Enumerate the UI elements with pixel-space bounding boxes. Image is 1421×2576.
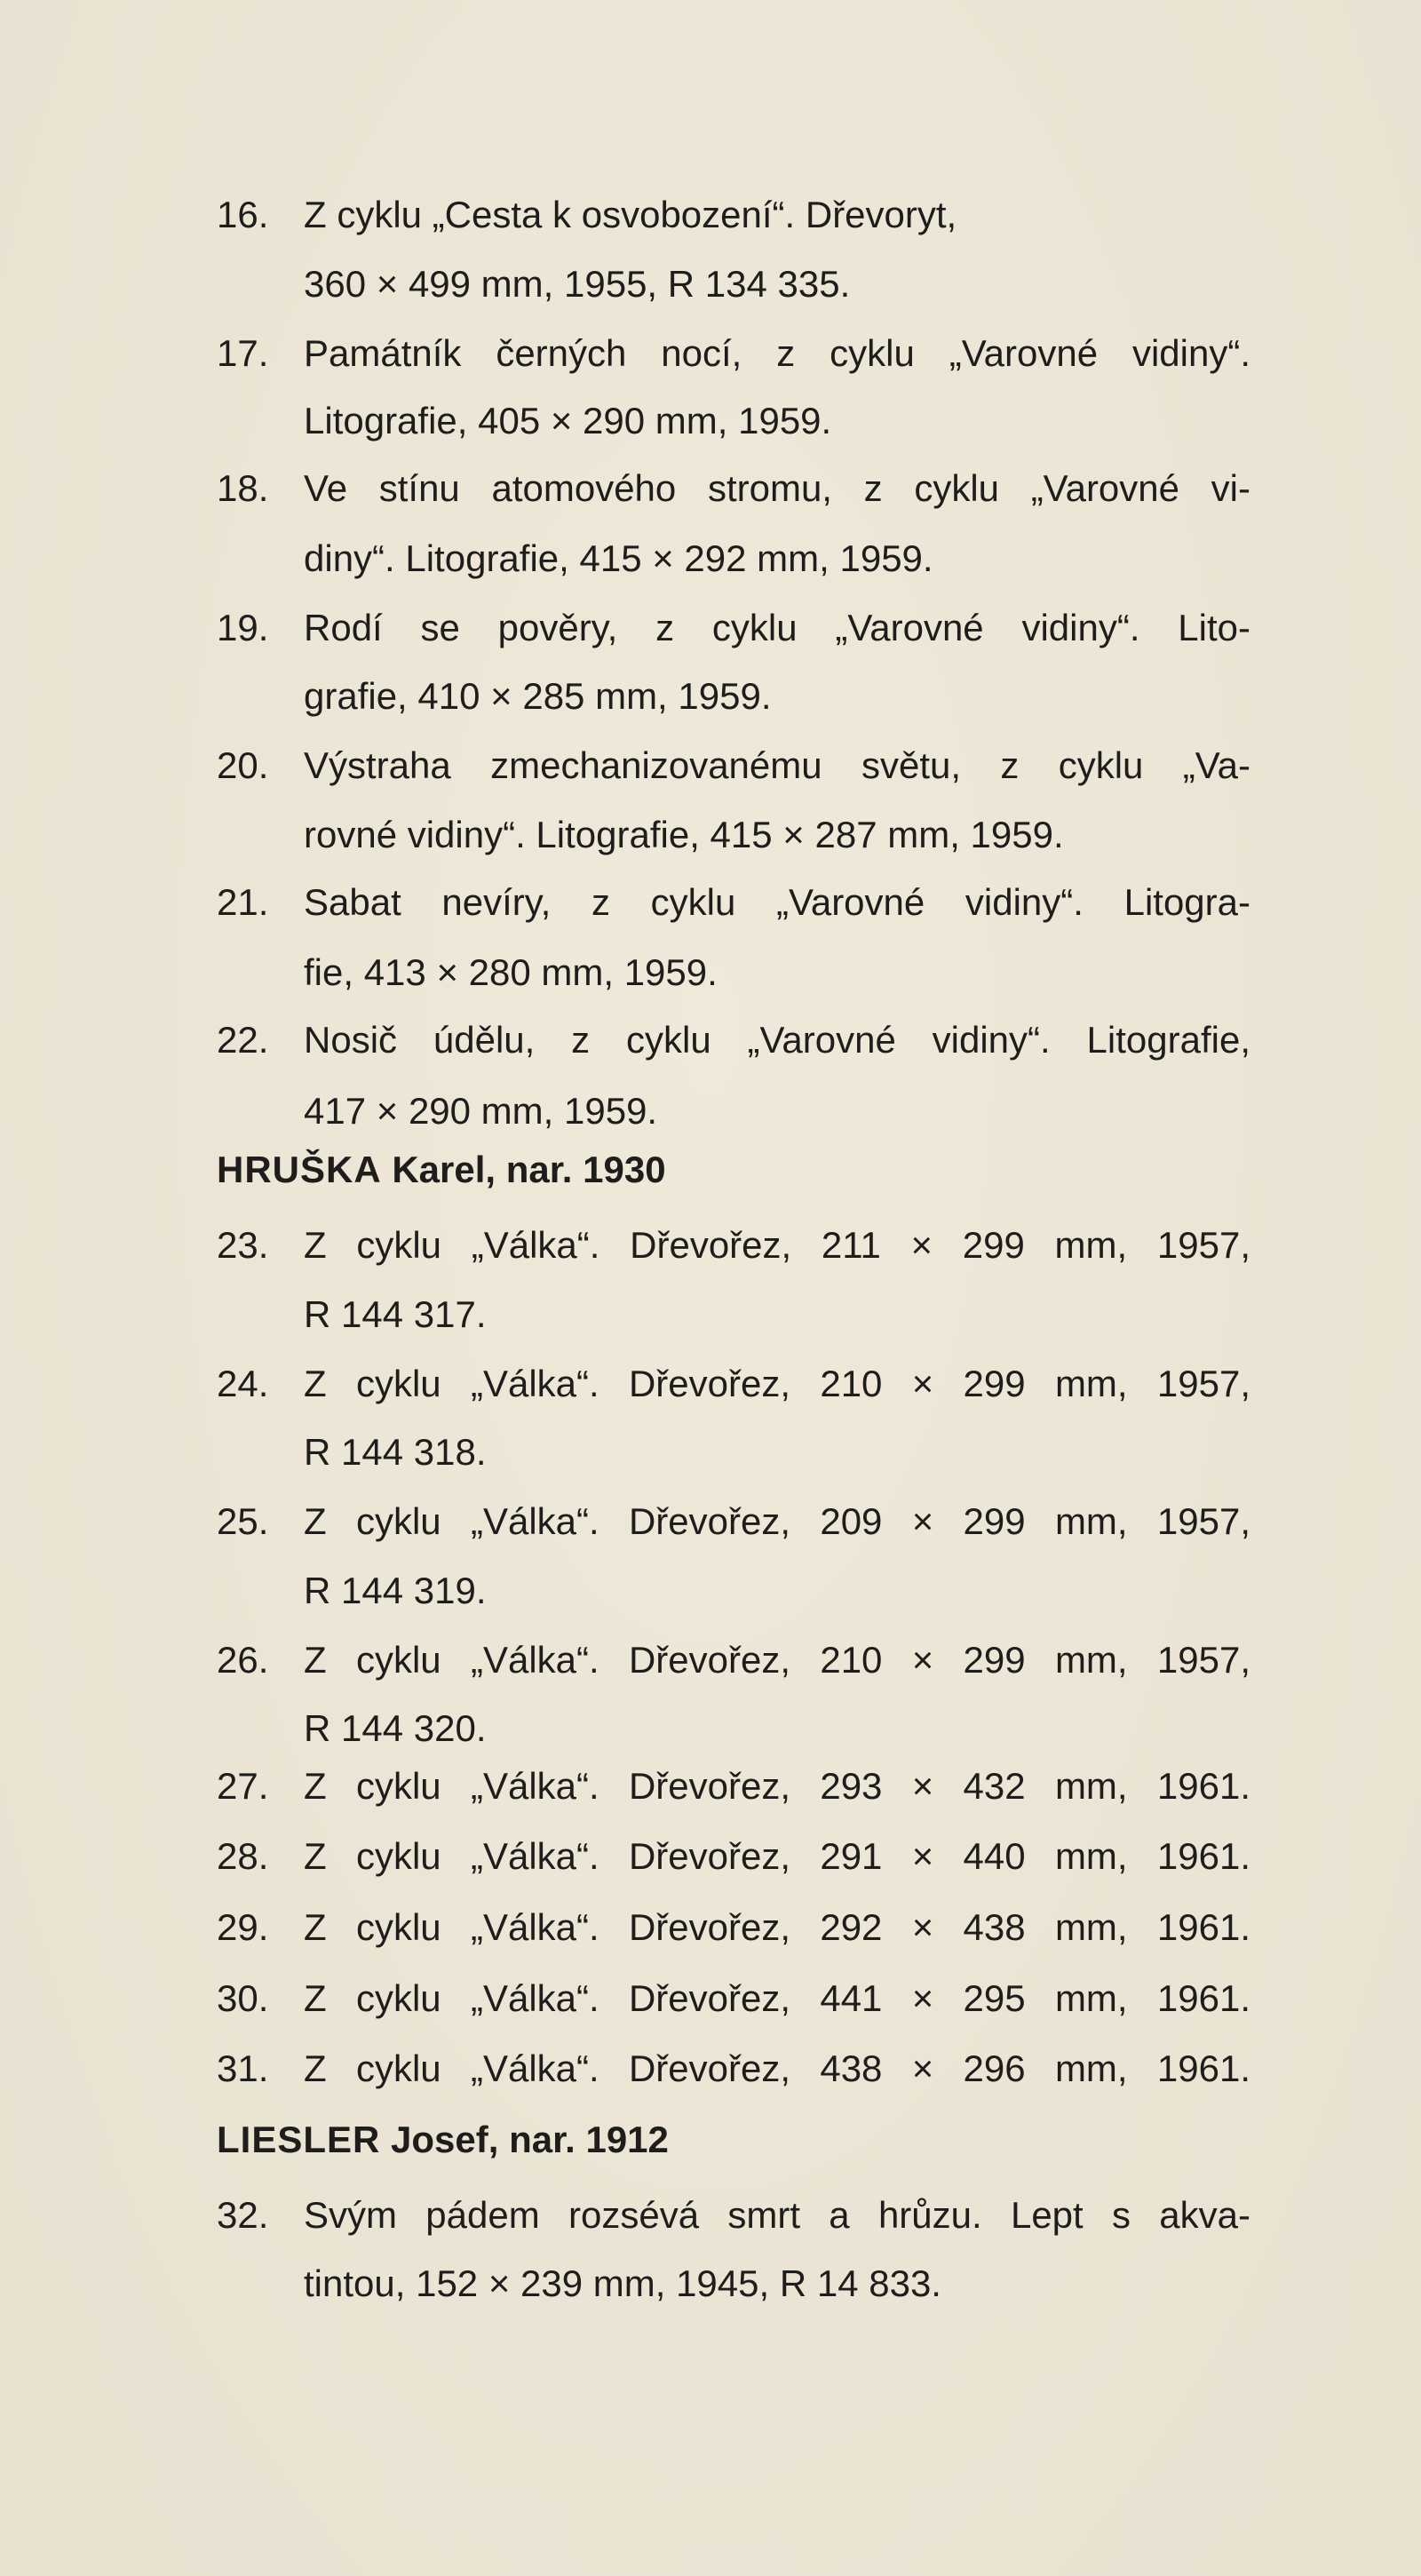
entry-line: R 144 317.: [304, 1293, 487, 1335]
entry-line: grafie, 410 × 285 mm, 1959.: [304, 675, 772, 717]
entry-line: Z cyklu „Válka“. Dřevořez, 293 × 432 mm, 1961.: [304, 1765, 1250, 1807]
entry-line: R 144 318.: [304, 1431, 487, 1473]
entry-number: 32.: [217, 2194, 269, 2236]
entry-line: 360 × 499 mm, 1955, R 134 335.: [304, 263, 851, 305]
entry-line: tintou, 152 × 239 mm, 1945, R 14 833.: [304, 2262, 941, 2304]
entry-line: R 144 320.: [304, 1707, 487, 1749]
entry-number: 21.: [217, 881, 269, 923]
entry-number: 22.: [217, 1019, 269, 1061]
entry-line: rovné vidiny“. Litografie, 415 × 287 mm, 1959.: [304, 814, 1064, 855]
entry-line: Svým pádem rozsévá smrt a hrůzu. Lept s akva-: [304, 2194, 1250, 2236]
entry-line: Z cyklu „Válka“. Dřevořez, 210 × 299 mm, 1957,: [304, 1639, 1250, 1681]
artist-details: Karel, nar. 1930: [392, 1149, 666, 1190]
entry-number: 27.: [217, 1765, 269, 1807]
artist-surname: LIESLER: [217, 2119, 381, 2160]
entry-line: Z cyklu „Válka“. Dřevořez, 210 × 299 mm, 1957,: [304, 1363, 1250, 1404]
artist-heading: [217, 1145, 666, 1195]
entry-line: 417 × 290 mm, 1959.: [304, 1090, 658, 1132]
entry-number: 28.: [217, 1835, 269, 1877]
entry-line: Památník černých nocí, z cyklu „Varovné vidiny“.: [304, 332, 1250, 374]
entry-number: 24.: [217, 1363, 269, 1404]
entry-line: Z cyklu „Válka“. Dřevořez, 211 × 299 mm, 1957,: [304, 1224, 1250, 1266]
entry-line: Z cyklu „Válka“. Dřevořez, 209 × 299 mm, 1957,: [304, 1500, 1250, 1542]
entry-line: Rodí se pověry, z cyklu „Varovné vidiny“. Lito-: [304, 607, 1250, 648]
entry-number: 25.: [217, 1500, 269, 1542]
entry-number: 30.: [217, 1977, 269, 2019]
entry-line: Výstraha zmechanizovanému světu, z cyklu „Va-: [304, 744, 1250, 786]
entry-number: 31.: [217, 2047, 269, 2089]
entry-line: Z cyklu „Válka“. Dřevořez, 441 × 295 mm, 1961.: [304, 1977, 1250, 2019]
entry-line: Nosič údělu, z cyklu „Varovné vidiny“. Litografie,: [304, 1019, 1250, 1061]
entry-number: 17.: [217, 332, 269, 374]
entry-line: Z cyklu „Válka“. Dřevořez, 292 × 438 mm, 1961.: [304, 1906, 1250, 1948]
entry-number: 29.: [217, 1906, 269, 1948]
entry-line: Z cyklu „Cesta k osvobození“. Dřevoryt,: [304, 194, 957, 235]
artist-heading: [217, 2115, 669, 2165]
entry-line: Litografie, 405 × 290 mm, 1959.: [304, 400, 832, 441]
entry-number: 23.: [217, 1224, 269, 1266]
entry-line: fie, 413 × 280 mm, 1959.: [304, 951, 718, 993]
entry-number: 26.: [217, 1639, 269, 1681]
entry-line: Sabat nevíry, z cyklu „Varovné vidiny“. Litogra-: [304, 881, 1250, 923]
entry-line: diny“. Litografie, 415 × 292 mm, 1959.: [304, 537, 933, 579]
entry-line: Z cyklu „Válka“. Dřevořez, 291 × 440 mm, 1961.: [304, 1835, 1250, 1877]
entry-line: Z cyklu „Válka“. Dřevořez, 438 × 296 mm, 1961.: [304, 2047, 1250, 2089]
entry-number: 18.: [217, 467, 269, 509]
entry-number: 19.: [217, 607, 269, 648]
entry-line: R 144 319.: [304, 1570, 487, 1611]
artist-surname: HRUŠKA: [217, 1149, 382, 1190]
entry-number: 20.: [217, 744, 269, 786]
artist-details: Josef, nar. 1912: [391, 2119, 669, 2160]
entry-line: Ve stínu atomového stromu, z cyklu „Varovné vi-: [304, 467, 1250, 509]
entry-number: 16.: [217, 194, 269, 235]
